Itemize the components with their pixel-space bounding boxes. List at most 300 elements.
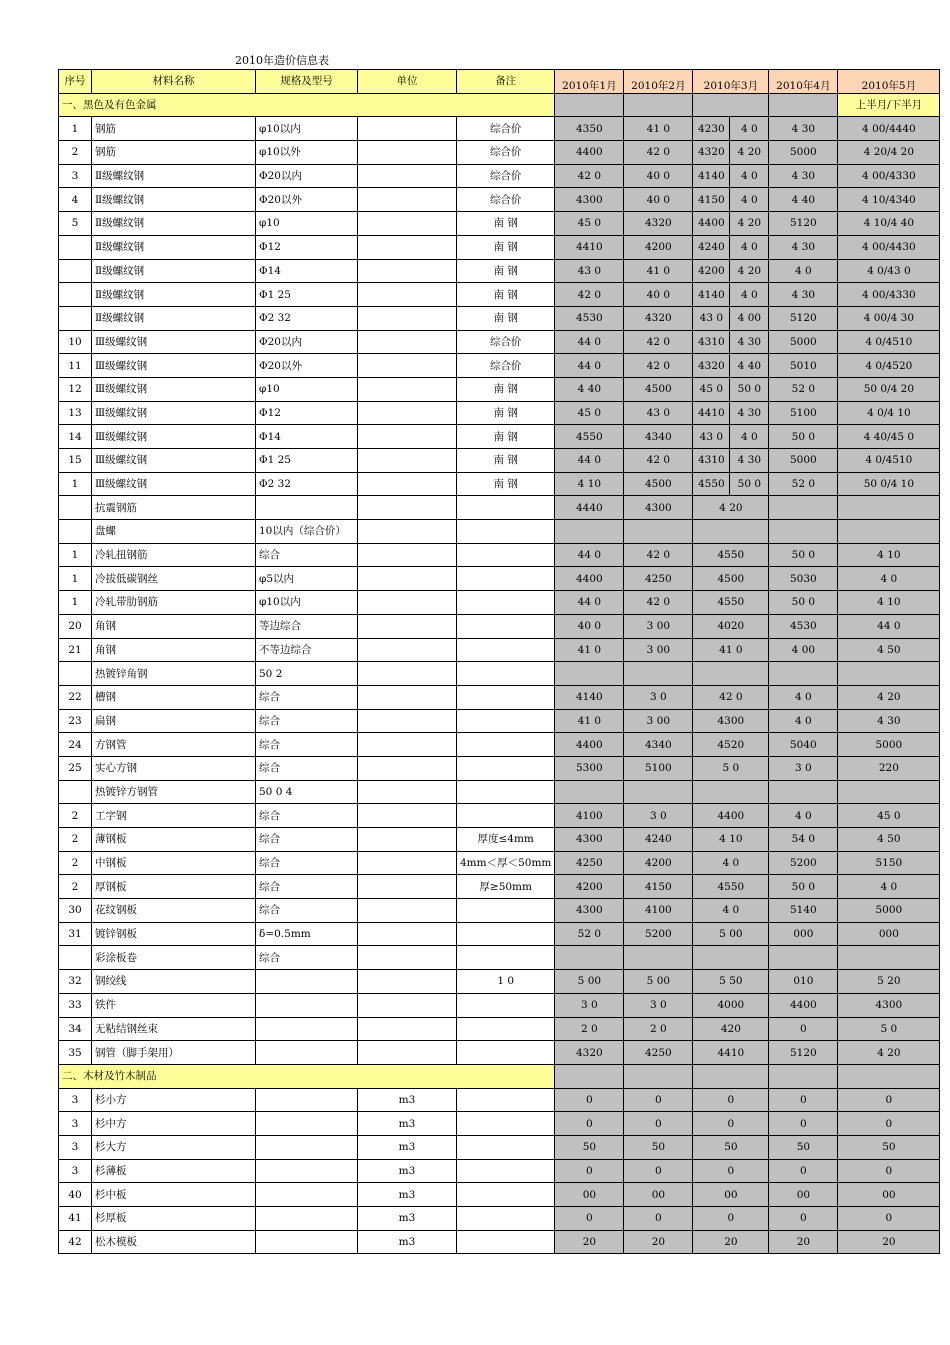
price-jan: 0 (555, 1088, 624, 1112)
price-may: 0 (838, 1112, 940, 1136)
row-no (59, 662, 92, 686)
price-apr: 5100 (769, 401, 838, 425)
unit-cell: m3 (358, 1135, 457, 1159)
price-feb: 0 (624, 1159, 693, 1183)
section-cell (624, 1064, 693, 1088)
price-feb: 00 (624, 1183, 693, 1207)
remark-cell (457, 1017, 555, 1041)
price-mar-first: 4230 (693, 117, 730, 141)
table-row (59, 496, 940, 520)
remark-cell: 综合价 (457, 188, 555, 212)
price-apr (769, 496, 838, 520)
row-no: 2 (59, 141, 92, 165)
section-label: 一、黑色及有色金属 (59, 93, 555, 117)
table-row (59, 449, 940, 473)
material-name: 角钢 (92, 614, 256, 638)
material-name: Ⅱ级螺纹钢 (92, 259, 256, 283)
remark-cell (457, 662, 555, 686)
spec-model: 综合 (256, 709, 358, 733)
price-feb: 0 (624, 1112, 693, 1136)
spec-model (256, 1017, 358, 1041)
price-may: 4 00/4430 (838, 235, 940, 259)
remark-cell: 综合价 (457, 330, 555, 354)
section-cell (693, 1064, 769, 1088)
price-mar: 4300 (693, 709, 769, 733)
price-may: 220 (838, 756, 940, 780)
spec-model: 50 0 4 (256, 780, 358, 804)
price-jan: 0 (555, 1112, 624, 1136)
price-may: 4 20 (838, 1041, 940, 1065)
price-jan: 4 40 (555, 377, 624, 401)
price-feb: 42 0 (624, 330, 693, 354)
unit-cell (358, 543, 457, 567)
table-row (59, 828, 940, 852)
table-row (59, 756, 940, 780)
price-feb: 42 0 (624, 591, 693, 615)
row-no: 3 (59, 164, 92, 188)
header-remark: 备注 (457, 70, 555, 94)
price-may (838, 496, 940, 520)
remark-cell (457, 638, 555, 662)
spec-model: φ10以外 (256, 141, 358, 165)
price-feb: 40 0 (624, 283, 693, 307)
table-row (59, 875, 940, 899)
spec-model: φ5以内 (256, 567, 358, 591)
price-feb: 2 0 (624, 1017, 693, 1041)
unit-cell (358, 804, 457, 828)
price-mar-second: 4 30 (730, 449, 769, 473)
price-mar: 4 0 (693, 851, 769, 875)
spec-model: φ10 (256, 377, 358, 401)
spec-model: 等边综合 (256, 614, 358, 638)
table-row (59, 1135, 940, 1159)
spec-model: δ=0.5mm (256, 922, 358, 946)
price-jan: 43 0 (555, 259, 624, 283)
price-may: 4 00/4330 (838, 283, 940, 307)
row-no: 31 (59, 922, 92, 946)
price-mar: 0 (693, 1207, 769, 1231)
price-mar-second: 4 40 (730, 354, 769, 378)
remark-cell (457, 709, 555, 733)
price-mar: 50 (693, 1135, 769, 1159)
table-row (59, 780, 940, 804)
price-jan: 4350 (555, 117, 624, 141)
row-no: 4 (59, 188, 92, 212)
price-feb: 42 0 (624, 141, 693, 165)
material-name: Ⅲ级螺纹钢 (92, 330, 256, 354)
price-table (58, 69, 940, 1254)
material-name: 杉中方 (92, 1112, 256, 1136)
unit-cell: m3 (358, 1207, 457, 1231)
price-apr: 0 (769, 1112, 838, 1136)
price-jan: 45 0 (555, 212, 624, 236)
table-row (59, 164, 940, 188)
price-jan: 50 (555, 1135, 624, 1159)
price-feb: 4340 (624, 425, 693, 449)
price-mar-first: 4140 (693, 164, 730, 188)
row-no: 1 (59, 591, 92, 615)
price-mar: 4 0 (693, 899, 769, 923)
price-jan: 4200 (555, 875, 624, 899)
remark-cell (457, 1112, 555, 1136)
price-may: 5 0 (838, 1017, 940, 1041)
header-month-1: 2010年1月 (555, 70, 624, 94)
price-mar-first: 4310 (693, 449, 730, 473)
spec-model: 综合 (256, 733, 358, 757)
table-row (59, 425, 940, 449)
remark-cell (457, 496, 555, 520)
material-name: 薄钢板 (92, 828, 256, 852)
price-jan: 42 0 (555, 164, 624, 188)
price-may: 5000 (838, 733, 940, 757)
material-name: Ⅱ级螺纹钢 (92, 283, 256, 307)
price-mar: 4550 (693, 591, 769, 615)
price-apr: 52 0 (769, 377, 838, 401)
price-may: 50 0/4 20 (838, 377, 940, 401)
price-jan: 41 0 (555, 638, 624, 662)
row-no: 14 (59, 425, 92, 449)
unit-cell (358, 377, 457, 401)
price-apr (769, 520, 838, 544)
price-mar: 41 0 (693, 638, 769, 662)
material-name: 松木模板 (92, 1230, 256, 1254)
unit-cell (358, 946, 457, 970)
remark-cell: 厚度≤4mm (457, 828, 555, 852)
unit-cell (358, 1041, 457, 1065)
price-apr: 4 0 (769, 685, 838, 709)
price-feb: 3 00 (624, 709, 693, 733)
price-jan: 00 (555, 1183, 624, 1207)
price-mar-first: 4410 (693, 401, 730, 425)
header-name: 材料名称 (92, 70, 256, 94)
section-cell (624, 93, 693, 117)
unit-cell (358, 212, 457, 236)
row-no: 15 (59, 449, 92, 473)
price-jan: 5 00 (555, 970, 624, 994)
remark-cell (457, 1135, 555, 1159)
price-may: 4 00/4330 (838, 164, 940, 188)
remark-cell (457, 685, 555, 709)
table-row (59, 591, 940, 615)
material-name: 厚钢板 (92, 875, 256, 899)
section-timber (59, 1064, 940, 1088)
row-no: 40 (59, 1183, 92, 1207)
spec-model (256, 993, 358, 1017)
price-mar-second: 4 30 (730, 401, 769, 425)
remark-cell (457, 614, 555, 638)
section-cell (693, 93, 769, 117)
price-may (838, 520, 940, 544)
price-mar-second: 4 0 (730, 235, 769, 259)
price-jan: 52 0 (555, 922, 624, 946)
row-no: 23 (59, 709, 92, 733)
remark-cell (457, 1230, 555, 1254)
table-row (59, 851, 940, 875)
remark-cell (457, 1207, 555, 1231)
table-row (59, 733, 940, 757)
spec-model: 综合 (256, 875, 358, 899)
material-name: Ⅲ级螺纹钢 (92, 354, 256, 378)
remark-cell: 4mm＜厚＜50mm (457, 851, 555, 875)
price-may: 4 0 (838, 875, 940, 899)
price-feb: 5200 (624, 922, 693, 946)
price-jan: 4400 (555, 141, 624, 165)
price-apr: 5140 (769, 899, 838, 923)
price-mar-second: 50 0 (730, 377, 769, 401)
material-name: Ⅱ级螺纹钢 (92, 164, 256, 188)
row-no (59, 496, 92, 520)
price-feb: 4320 (624, 306, 693, 330)
price-mar-second: 4 0 (730, 283, 769, 307)
row-no: 25 (59, 756, 92, 780)
price-apr: 3 0 (769, 756, 838, 780)
price-jan: 4440 (555, 496, 624, 520)
spec-model: 综合 (256, 756, 358, 780)
table-row (59, 1041, 940, 1065)
price-apr: 4400 (769, 993, 838, 1017)
price-mar-first: 4400 (693, 212, 730, 236)
price-apr: 4 30 (769, 283, 838, 307)
price-feb: 4340 (624, 733, 693, 757)
remark-cell: 综合价 (457, 141, 555, 165)
material-name: 钢绞线 (92, 970, 256, 994)
row-no: 1 (59, 117, 92, 141)
table-row (59, 117, 940, 141)
price-apr: 5120 (769, 306, 838, 330)
table-row (59, 306, 940, 330)
price-mar: 5 0 (693, 756, 769, 780)
price-may: 50 0/4 10 (838, 472, 940, 496)
table-row (59, 1088, 940, 1112)
unit-cell (358, 662, 457, 686)
row-no: 2 (59, 875, 92, 899)
price-jan: 44 0 (555, 543, 624, 567)
row-no (59, 946, 92, 970)
price-may: 4 0 (838, 567, 940, 591)
price-feb: 5 00 (624, 970, 693, 994)
unit-cell (358, 756, 457, 780)
price-may: 50 (838, 1135, 940, 1159)
row-no: 1 (59, 543, 92, 567)
price-apr: 4 0 (769, 259, 838, 283)
row-no: 10 (59, 330, 92, 354)
price-apr: 4 30 (769, 235, 838, 259)
remark-cell (457, 1088, 555, 1112)
price-mar: 5 50 (693, 970, 769, 994)
price-mar: 20 (693, 1230, 769, 1254)
price-may: 0 (838, 1159, 940, 1183)
row-no (59, 283, 92, 307)
price-mar-second: 4 0 (730, 425, 769, 449)
price-apr: 4 30 (769, 117, 838, 141)
price-may (838, 780, 940, 804)
price-mar-second: 4 0 (730, 117, 769, 141)
spec-model: Φ20以内 (256, 330, 358, 354)
price-mar-first: 4240 (693, 235, 730, 259)
unit-cell (358, 496, 457, 520)
price-feb: 3 0 (624, 804, 693, 828)
table-row (59, 520, 940, 544)
material-name: Ⅱ级螺纹钢 (92, 235, 256, 259)
material-name: Ⅱ级螺纹钢 (92, 306, 256, 330)
price-feb: 0 (624, 1088, 693, 1112)
price-jan (555, 520, 624, 544)
price-apr: 4 30 (769, 164, 838, 188)
header-no: 序号 (59, 70, 92, 94)
section-cell (769, 93, 838, 117)
price-feb: 4500 (624, 377, 693, 401)
price-feb: 20 (624, 1230, 693, 1254)
price-jan: 5300 (555, 756, 624, 780)
material-name: 热镀锌方钢管 (92, 780, 256, 804)
table-row (59, 1230, 940, 1254)
price-mar: 0 (693, 1112, 769, 1136)
price-jan (555, 780, 624, 804)
row-no: 2 (59, 851, 92, 875)
price-apr: 50 0 (769, 875, 838, 899)
remark-cell (457, 922, 555, 946)
material-name: 钢管（脚手架用） (92, 1041, 256, 1065)
price-mar: 0 (693, 1088, 769, 1112)
row-no (59, 235, 92, 259)
price-mar: 4550 (693, 543, 769, 567)
spec-model (256, 1112, 358, 1136)
price-apr: 5120 (769, 1041, 838, 1065)
remark-cell: 南 钢 (457, 306, 555, 330)
material-name: 钢筋 (92, 141, 256, 165)
price-feb: 41 0 (624, 117, 693, 141)
material-name: 工字钢 (92, 804, 256, 828)
price-feb: 42 0 (624, 543, 693, 567)
header-unit: 单位 (358, 70, 457, 94)
row-no (59, 780, 92, 804)
row-no: 32 (59, 970, 92, 994)
price-may (838, 946, 940, 970)
material-name: 铁件 (92, 993, 256, 1017)
price-mar-first: 4320 (693, 354, 730, 378)
price-apr (769, 946, 838, 970)
price-jan: 4250 (555, 851, 624, 875)
price-may: 4 0/4510 (838, 449, 940, 473)
remark-cell (457, 899, 555, 923)
table-row (59, 922, 940, 946)
table-row (59, 354, 940, 378)
table-row (59, 946, 940, 970)
remark-cell: 1 0 (457, 970, 555, 994)
section-note: 上半月/下半月 (838, 93, 940, 117)
price-apr: 0 (769, 1017, 838, 1041)
price-jan: 4300 (555, 188, 624, 212)
material-name: Ⅱ级螺纹钢 (92, 188, 256, 212)
price-mar-first: 43 0 (693, 306, 730, 330)
table-row (59, 638, 940, 662)
price-feb: 42 0 (624, 449, 693, 473)
unit-cell (358, 283, 457, 307)
price-feb: 4300 (624, 496, 693, 520)
table-row (59, 685, 940, 709)
table-row (59, 804, 940, 828)
price-apr: 5030 (769, 567, 838, 591)
unit-cell (358, 354, 457, 378)
price-jan: 4100 (555, 804, 624, 828)
price-jan: 45 0 (555, 401, 624, 425)
header-month-5: 2010年5月 (838, 70, 940, 94)
remark-cell: 南 钢 (457, 425, 555, 449)
table-row (59, 259, 940, 283)
price-may: 0 (838, 1088, 940, 1112)
price-may: 44 0 (838, 614, 940, 638)
spec-model: 综合 (256, 946, 358, 970)
price-feb (624, 662, 693, 686)
unit-cell: m3 (358, 1230, 457, 1254)
price-feb: 3 0 (624, 685, 693, 709)
price-apr: 4 00 (769, 638, 838, 662)
spec-model: φ10以内 (256, 117, 358, 141)
price-jan: 0 (555, 1207, 624, 1231)
unit-cell (358, 520, 457, 544)
header-row (59, 70, 940, 94)
spec-model: Φ20以外 (256, 188, 358, 212)
price-may: 4300 (838, 993, 940, 1017)
price-apr: 0 (769, 1088, 838, 1112)
remark-cell: 厚≥50mm (457, 875, 555, 899)
row-no: 34 (59, 1017, 92, 1041)
price-jan: 41 0 (555, 709, 624, 733)
unit-cell (358, 685, 457, 709)
remark-cell: 南 钢 (457, 472, 555, 496)
remark-cell (457, 756, 555, 780)
row-no: 1 (59, 567, 92, 591)
unit-cell (358, 306, 457, 330)
price-mar-second: 4 0 (730, 188, 769, 212)
remark-cell: 南 钢 (457, 401, 555, 425)
unit-cell (358, 899, 457, 923)
price-may: 20 (838, 1230, 940, 1254)
price-may: 4 10 (838, 543, 940, 567)
material-name: 冷轧扭钢筋 (92, 543, 256, 567)
table-row (59, 1183, 940, 1207)
price-may: 4 10/4340 (838, 188, 940, 212)
remark-cell (457, 567, 555, 591)
section-cell (555, 1064, 624, 1088)
price-apr: 20 (769, 1230, 838, 1254)
price-may: 4 10 (838, 591, 940, 615)
unit-cell (358, 164, 457, 188)
price-mar-second: 4 0 (730, 164, 769, 188)
price-apr: 50 0 (769, 543, 838, 567)
price-may: 4 0/4 10 (838, 401, 940, 425)
price-apr: 00 (769, 1183, 838, 1207)
unit-cell (358, 401, 457, 425)
price-feb: 4250 (624, 567, 693, 591)
sheet-title: 2010年造价信息表 (235, 54, 329, 67)
spec-model: 综合 (256, 543, 358, 567)
price-feb: 3 00 (624, 614, 693, 638)
price-mar: 42 0 (693, 685, 769, 709)
price-mar: 4520 (693, 733, 769, 757)
table-row (59, 1112, 940, 1136)
row-no: 5 (59, 212, 92, 236)
spec-model: Φ2 32 (256, 306, 358, 330)
table-row (59, 141, 940, 165)
remark-cell (457, 993, 555, 1017)
price-apr: 4 0 (769, 709, 838, 733)
price-feb (624, 946, 693, 970)
price-apr: 000 (769, 922, 838, 946)
spec-model: 综合 (256, 804, 358, 828)
price-feb: 40 0 (624, 164, 693, 188)
price-jan: 44 0 (555, 330, 624, 354)
